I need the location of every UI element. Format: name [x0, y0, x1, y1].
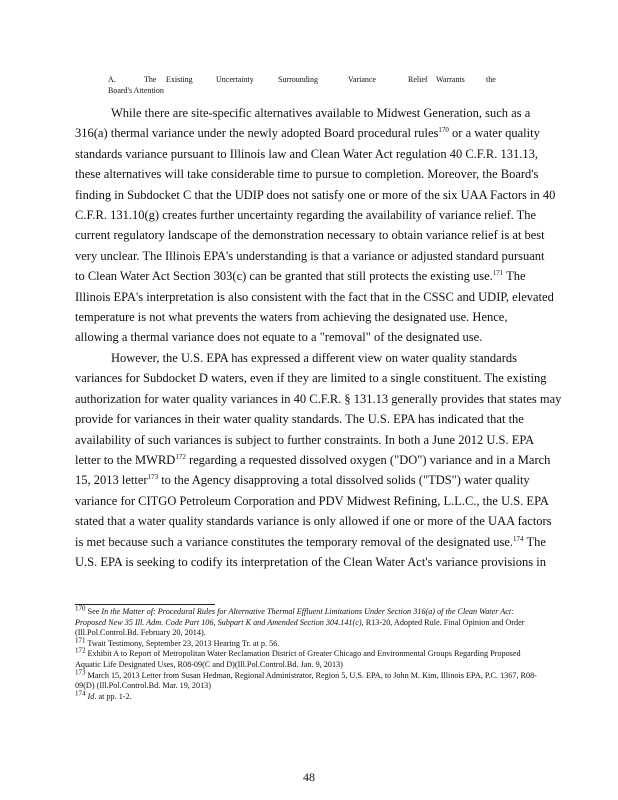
- text-line: 15, 2013 letter$^{173}$ to the Agency disapproving a total dissolved solids ("TDS") water quality: [75, 473, 530, 488]
- text-line: While there are site-specific alternatives available to Midwest Generation, such as a: [111, 106, 531, 120]
- section-heading: [108, 74, 508, 96]
- text-line: these alternatives will take considerable time to pursue to completion. Moreover, the Board's: [75, 167, 539, 182]
- text-line: is met because such a variance constitutes the temporary removal of the designated use.$^{174}$ The: [75, 534, 546, 549]
- footnote-ref: 172: [175, 452, 186, 461]
- text-line: standards variance pursuant to Illinois law and Clean Water Act regulation 40 C.F.R. 131.13,: [75, 146, 538, 161]
- footnote-ref: 174: [513, 534, 524, 543]
- text-line: availability of such variances is subject to further constraints. In both a June 2012 U.S. EPA: [75, 432, 535, 447]
- footnote: $^{170}$ See In the Matter of: Procedural Rules for Alternative Thermal Effluent Limitations Under Section 316(a) of the Clean Water Act: Proposed New 35 Ill. Adm. Code Part 106, Subpart K and Amended Section 304.141(c), R13-20, Adopted Rule. Final Opinion and Order (Ill.Pol.Control.Bd. February 20, 2014).: [75, 604, 525, 638]
- text-line: finding in Subdocket C that the UDIP does not satisfy one or more of the six UAA Factors in 40: [75, 187, 556, 202]
- text-line: very unclear. The Illinois EPA's understanding is that a variance or adjusted standard pursuant: [75, 248, 545, 263]
- heading-word: Variance: [348, 75, 376, 84]
- text-line: allowing a thermal variance does not equate to a "removal" of the designated use.: [75, 330, 483, 345]
- text-line: letter to the MWRD$^{172}$ regarding a requested dissolved oxygen ("DO") variance and in a March: [75, 452, 551, 467]
- text-line: U.S. EPA is seeking to codify its interpretation of the Clean Water Act's variance provisions in: [75, 554, 546, 569]
- heading-word: the: [486, 75, 496, 84]
- heading-word: Warrants: [436, 75, 465, 84]
- text-line: authorization for water quality variances in 40 C.F.R. § 131.13 generally provides that states may: [75, 391, 562, 406]
- footnote: $^{171}$ Twait Testimony, September 23, 2013 Hearing Tr. at p. 56.: [75, 636, 280, 648]
- heading-word: Relief: [408, 75, 428, 84]
- heading-line-2: Board's Attention: [108, 86, 164, 95]
- footnote-ref: 173: [147, 473, 159, 482]
- text-line: variance for CITGO Petroleum Corporation and PDV Midwest Refining, L.L.C., the U.S. EPA: [75, 493, 549, 508]
- heading-word: Surrounding: [278, 75, 318, 84]
- footnote: $^{173}$ March 15, 2013 Letter from Susan Hedman, Regional Administrator, Region 5, U.S. EPA, to John M. Kim, Illinois EPA, P.C. 1367, R08-09(D) (Ill.Pol.Control.Bd. Mar. 19, 2013): [75, 667, 537, 691]
- body-text: [75, 103, 605, 572]
- page-number: 48: [303, 770, 315, 784]
- text-line: Illinois EPA's interpretation is also consistent with the fact that in the CSSC and UDIP, elevated: [75, 289, 554, 304]
- heading-word: Uncertainty: [216, 75, 254, 84]
- text-line: 316(a) thermal variance under the newly adopted Board procedural rules$^{170}$ or a water quality: [75, 126, 540, 141]
- text-line: variances for Subdocket D waters, even if they are limited to a single constituent. The existing: [75, 371, 547, 386]
- text-line: temperature is not what prevents the waters from achieving the designated use. Hence,: [75, 310, 508, 325]
- footnotes: [75, 604, 545, 702]
- text-line: stated that a water quality standards variance is only allowed if one or more of the UAA factors: [75, 514, 552, 529]
- text-line: to Clean Water Act Section 303(c) can be granted that still protects the existing use.$^{171}$ The: [75, 269, 526, 284]
- heading-word: Existing: [166, 75, 193, 84]
- footnote-ref: 170: [438, 126, 449, 135]
- heading-word: The: [144, 75, 157, 84]
- footnote-divider: [75, 604, 215, 605]
- text-line: provide for variances in their water quality standards. The U.S. EPA has indicated that the: [75, 412, 524, 427]
- footnote: $^{174}$ Id. at pp. 1-2.: [75, 689, 132, 701]
- heading-letter: A.: [108, 75, 116, 84]
- footnote-ref: 171: [492, 269, 504, 278]
- text-line: current regulatory landscape of the demonstration necessary to obtain variance relief is at best: [75, 228, 545, 243]
- footnote: $^{172}$ Exhibit A to Report of Metropolitan Water Reclamation District of Greater Chicago and Environmental Groups Regarding Proposed Aquatic Life Designated Uses, R08-09(C and D)(Ill.Pol.Control.Bd. Jan. 9, 2013): [75, 646, 521, 669]
- text-line: C.F.R. 131.10(g) creates further uncertainty regarding the availability of variance relief. The: [75, 208, 537, 223]
- text-line: However, the U.S. EPA has expressed a different view on water quality standards: [111, 350, 517, 365]
